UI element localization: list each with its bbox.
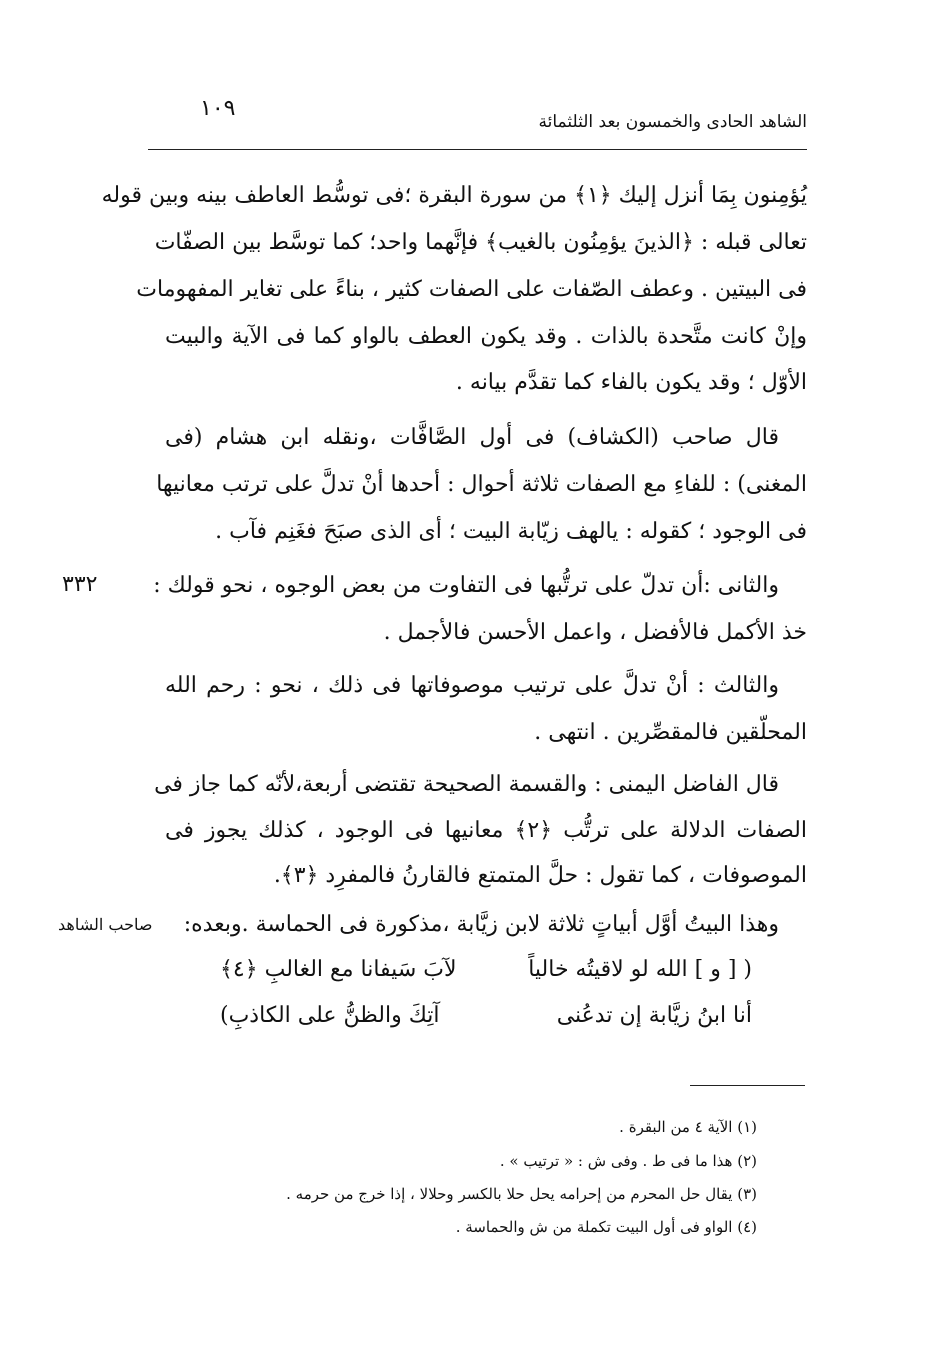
page-number: ١٠٩	[200, 96, 236, 121]
footnote: (٢) هذا ما فى ط . وفى ش : « ترتيب » .	[499, 1152, 757, 1170]
text-line: تعالى قبله : ﴿الذينَ يؤمِنُون بالغيب﴾ فإنَّهما واحد؛ كما توسَّط بين الصفّات	[154, 230, 807, 255]
text-line: يُؤمِنون بِمَا أنزل إليك ﴿١﴾ من سورة البقرة ؛فى توسُّط العاطف بينه وبين قوله	[101, 183, 807, 208]
footnote: (٣) يقال حل المحرم من إحرامه يحل حلا بالكسر وحلالا ، إذا خرج من حرمه .	[286, 1185, 757, 1203]
footnote: (١) الآية ٤ من البقرة .	[619, 1118, 757, 1136]
verse-line-2	[220, 1003, 752, 1029]
verse-hemistich-first: ( [ و ] الله لو لاقيتُه خالياً	[528, 957, 752, 982]
text-line: خذ الأكمل فالأفضل ، واعمل الأحسن فالأجمل .	[383, 620, 807, 645]
paragraph-start-line: قال صاحب (الكشاف) فى أول الصَّافَّات ،ونقله ابن هشام (فى	[165, 425, 779, 450]
text-line: الموصوفات ، كما تقول : حلَّ المتمتع فالقارنُ فالمفرِد ﴿٣﴾.	[273, 863, 807, 888]
text-line: المغنى) : للفاءِ مع الصفات ثلاثة أحوال : أحدها أنْ تدلَّ على ترتب معانيها	[156, 472, 807, 497]
running-header-title: الشاهد الحادى والخمسون بعد الثلثمائة	[538, 112, 807, 132]
margin-verse-number: ٣٣٢	[62, 572, 98, 597]
header-divider	[148, 149, 807, 150]
paragraph-start-line: وهذا البيتُ أوَّل أبياتٍ ثلاثة لابن زيَّابة ،مذكورة فى الحماسة .وبعده:	[183, 912, 779, 937]
paragraph-start-line: والثالث : أنْ تدلَّ على ترتيب موصوفاتها فى ذلك ، نحو : رحم الله	[165, 673, 779, 698]
text-line: المحلّقين فالمقصِّرين . انتهى .	[534, 720, 807, 745]
footnote: (٤) الواو فى أول البيت تكملة من ش والحماسة .	[455, 1218, 757, 1236]
text-line: الصفات الدلالة على ترتُّب ﴿٢﴾ معانيها فى الوجود ، كذلك يجوز فى	[165, 818, 807, 843]
text-line: وإنْ كانت متَّحدة بالذات . وقد يكون العطف بالواو كما فى الآية والبيت	[165, 324, 807, 349]
verse-hemistich-second: آتِكَ والظنُّ على الكاذبِ)	[220, 1003, 440, 1028]
verse-hemistich-second: لآبَ سَيفانا مع الغالبِ ﴿٤﴾	[220, 957, 457, 982]
text-line: الأوّل ؛ وقد يكون بالفاء كما تقدَّم بيانه .	[455, 370, 807, 395]
margin-note: صاحب الشاهد	[58, 915, 153, 934]
footnote-divider	[690, 1085, 805, 1086]
verse-hemistich-first: أنا ابنُ زيَّابة إن تدعُنى	[556, 1003, 752, 1028]
text-line: فى البيتين . وعطف الصّفات على الصفات كثير ، بناءً على تغاير المفهومات	[136, 277, 807, 302]
verse-line-1	[220, 957, 752, 983]
text-line: فى الوجود ؛ كقوله : يالهف زيّابة البيت ؛ أى الذى صبَحَ فغَنِم فآب .	[215, 519, 807, 544]
paragraph-start-line: والثانى :أن تدلّ على ترتُّبها فى التفاوت من بعض الوجوه ، نحو قولك :	[153, 573, 779, 598]
paragraph-start-line: قال الفاضل اليمنى : والقسمة الصحيحة تقتضى أربعة،لأنّه كما جاز فى	[154, 772, 779, 797]
